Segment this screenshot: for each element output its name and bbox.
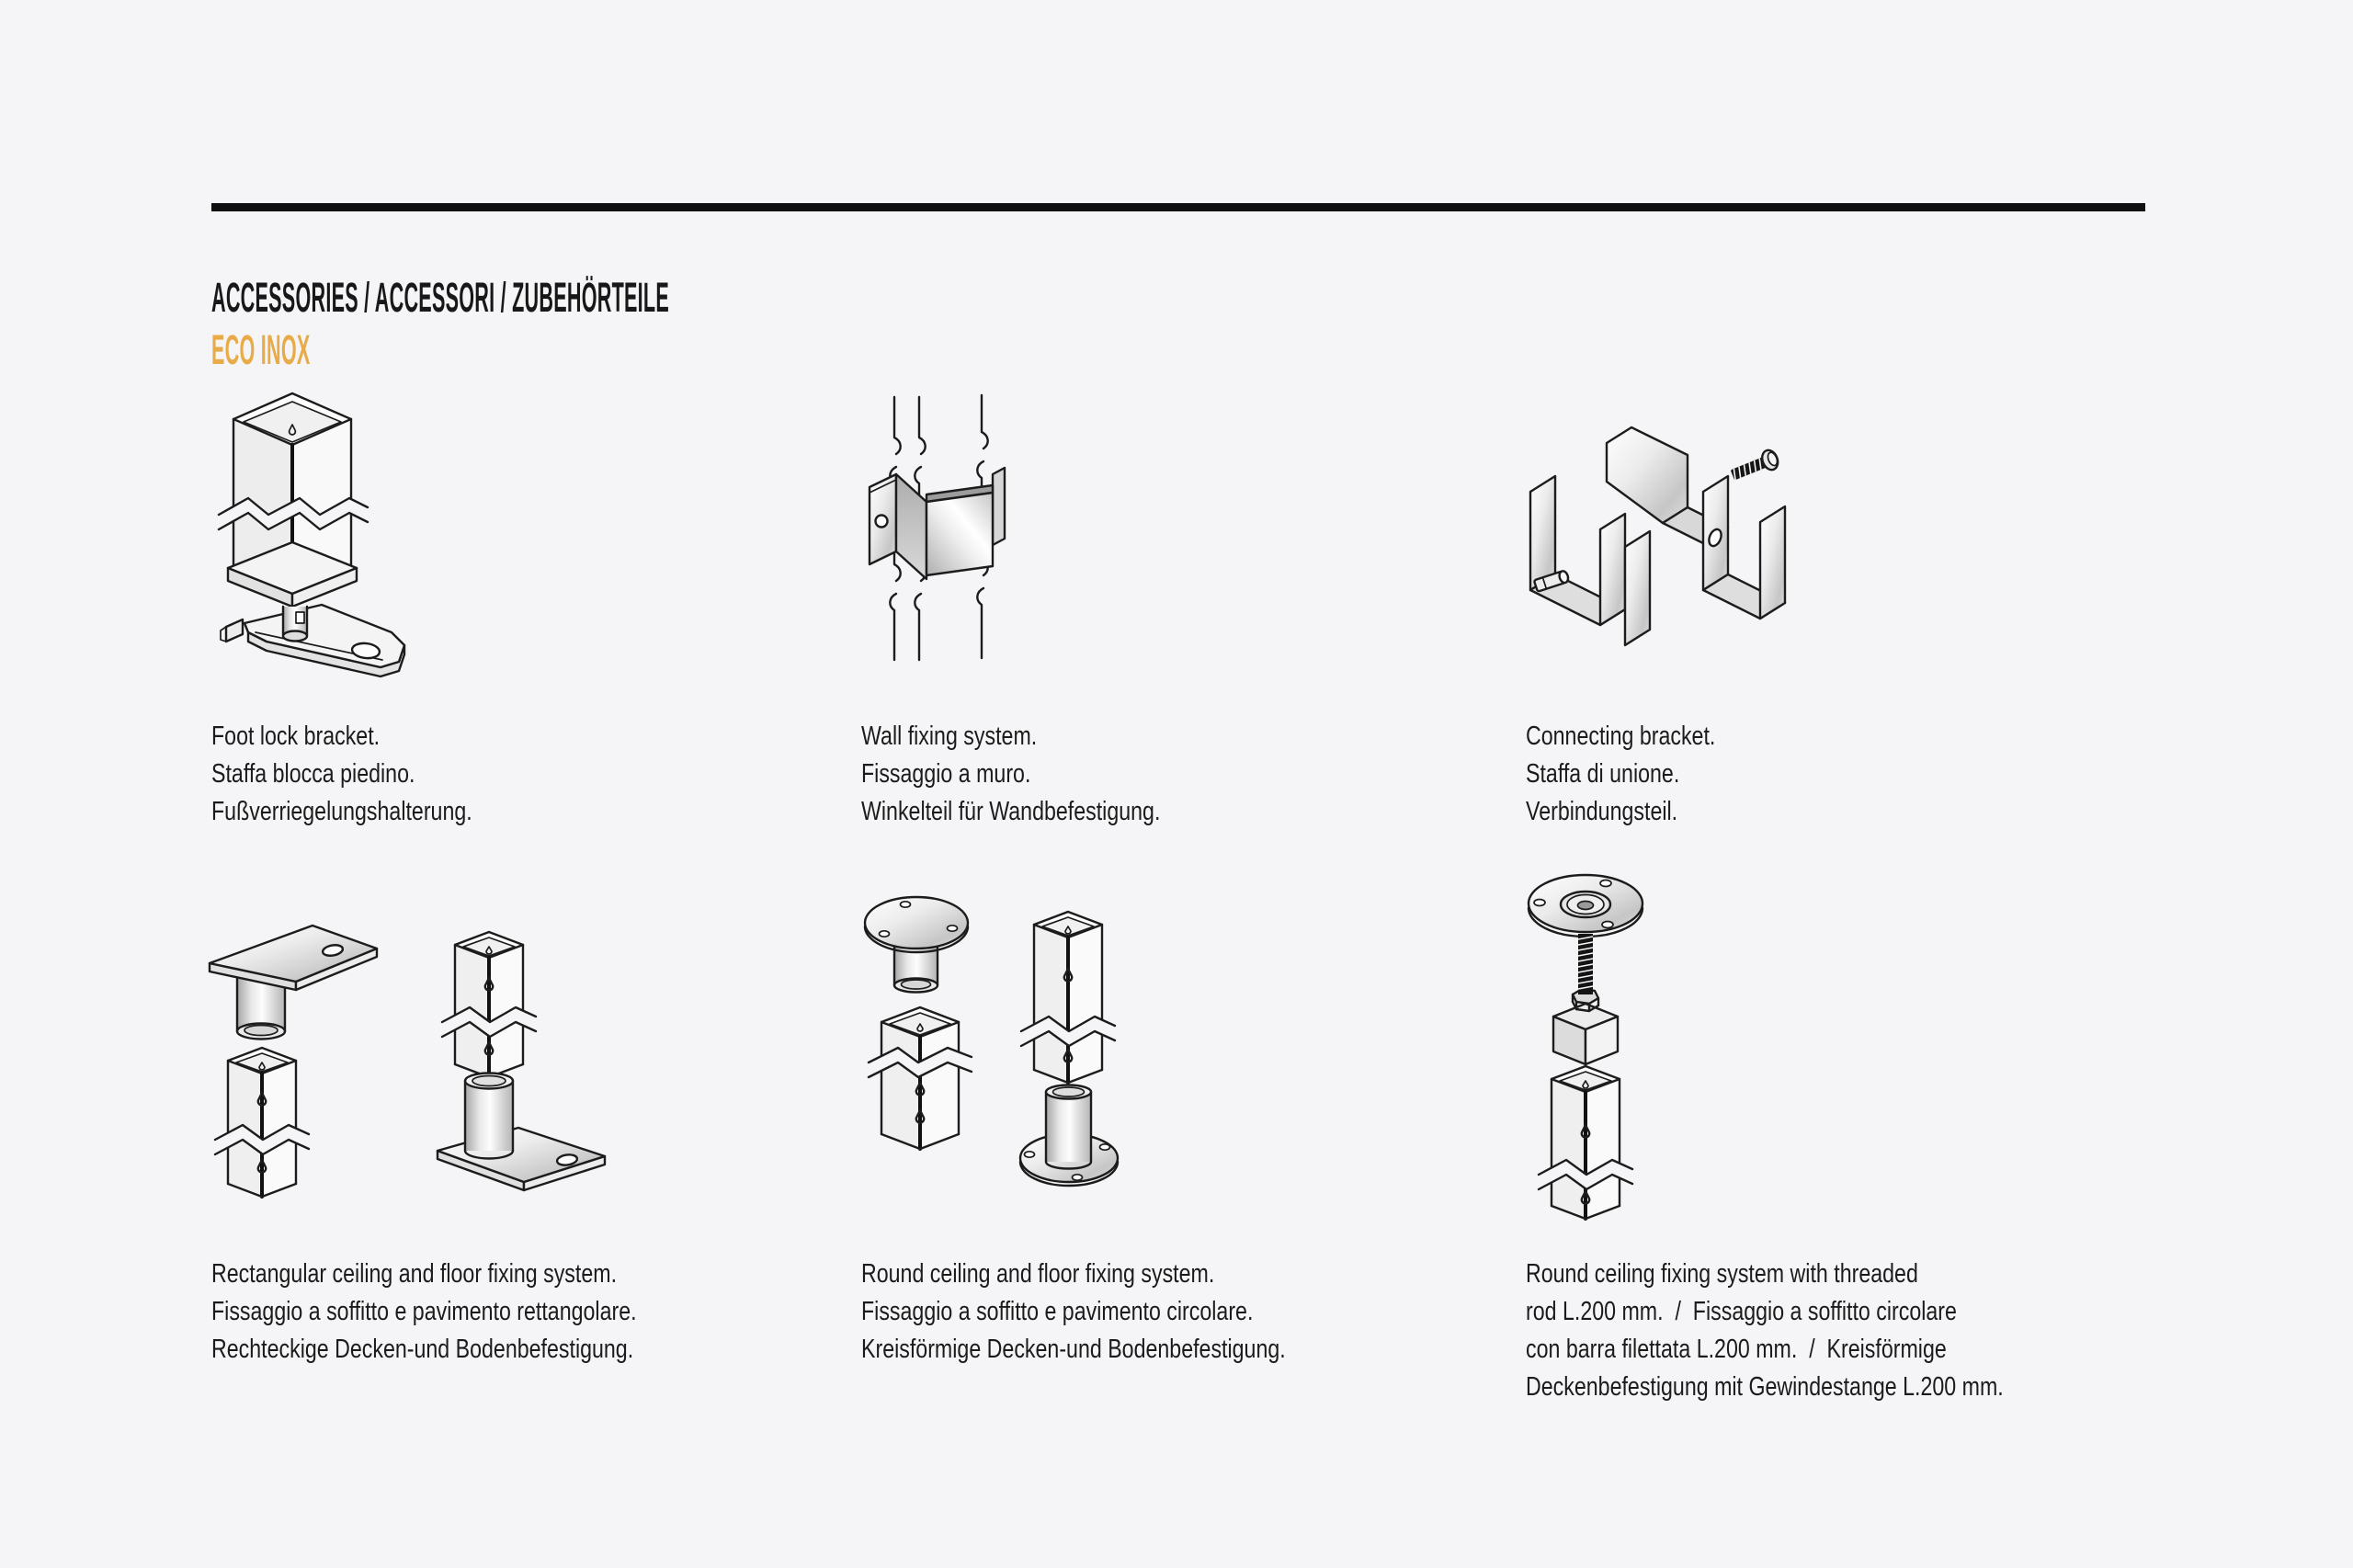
caption-line: Round ceiling fixing system with threaded (1526, 1259, 1918, 1289)
round-ceiling-floor-fixing-illustration (855, 873, 1222, 1241)
caption-line: Deckenbefestigung mit Gewindestange L.200 mm. (1526, 1372, 2004, 1402)
figure-foot-lock-bracket (211, 386, 423, 680)
figure-round-ceiling-fixing-threaded-rod (1507, 855, 1783, 1241)
page-title (211, 274, 1165, 322)
caption-line: Rectangular ceiling and floor fixing system. (211, 1259, 618, 1289)
caption-round-ceiling-fixing-threaded-rod (1526, 1256, 2123, 1406)
caption-line: Round ceiling and floor fixing system. (861, 1259, 1215, 1289)
caption-line: Staffa di unione. (1526, 759, 1680, 789)
caption-round-ceiling-floor-fixing (861, 1256, 1392, 1369)
caption-line: Fissaggio a soffitto e pavimento circolare. (861, 1297, 1254, 1326)
figure-wall-fixing-system (855, 384, 1075, 680)
figure-connecting-bracket (1517, 404, 1824, 653)
foot-lock-bracket-illustration (211, 386, 423, 680)
rectangular-ceiling-floor-fixing-illustration (193, 910, 634, 1227)
caption-line: Rechteckige Decken-und Bodenbefestigung. (211, 1335, 634, 1364)
caption-line: con barra filettata L.200 mm. / Kreisförmige (1526, 1335, 1947, 1364)
figure-round-ceiling-floor-fixing (855, 873, 1222, 1241)
top-rule (211, 203, 2145, 211)
caption-line: Connecting bracket. (1526, 722, 1716, 751)
page-title-text: ACCESSORIES / ACCESSORI / ZUBEHÖRTEILE (211, 274, 669, 322)
caption-line: Kreisförmige Decken-und Bodenbefestigung. (861, 1335, 1286, 1364)
caption-line: Verbindungsteil. (1526, 797, 1678, 826)
caption-foot-lock-bracket (211, 718, 538, 831)
caption-connecting-bracket (1526, 718, 1763, 831)
wall-fixing-system-illustration (855, 384, 1075, 680)
bolt-icon (1729, 448, 1780, 484)
caption-line: Fissaggio a muro. (861, 759, 1031, 789)
round-ceiling-fixing-threaded-rod-illustration (1507, 855, 1783, 1241)
caption-line: Foot lock bracket. (211, 722, 381, 751)
caption-rectangular-ceiling-floor-fixing (211, 1256, 743, 1369)
caption-line: Fußverriegelungshalterung. (211, 797, 472, 826)
caption-line: Fissaggio a soffitto e pavimento rettangolare. (211, 1297, 637, 1326)
figure-rectangular-ceiling-floor-fixing (193, 910, 634, 1227)
caption-wall-fixing-system (861, 718, 1235, 831)
caption-line: Winkelteil für Wandbefestigung. (861, 797, 1161, 826)
page-subtitle (211, 326, 417, 374)
page-subtitle-text: ECO INOX (211, 326, 311, 374)
caption-line: Staffa blocca piedino. (211, 759, 415, 789)
caption-line: Wall fixing system. (861, 722, 1038, 751)
connecting-bracket-illustration (1517, 404, 1824, 653)
caption-line: rod L.200 mm. / Fissaggio a soffitto circolare (1526, 1297, 1957, 1326)
